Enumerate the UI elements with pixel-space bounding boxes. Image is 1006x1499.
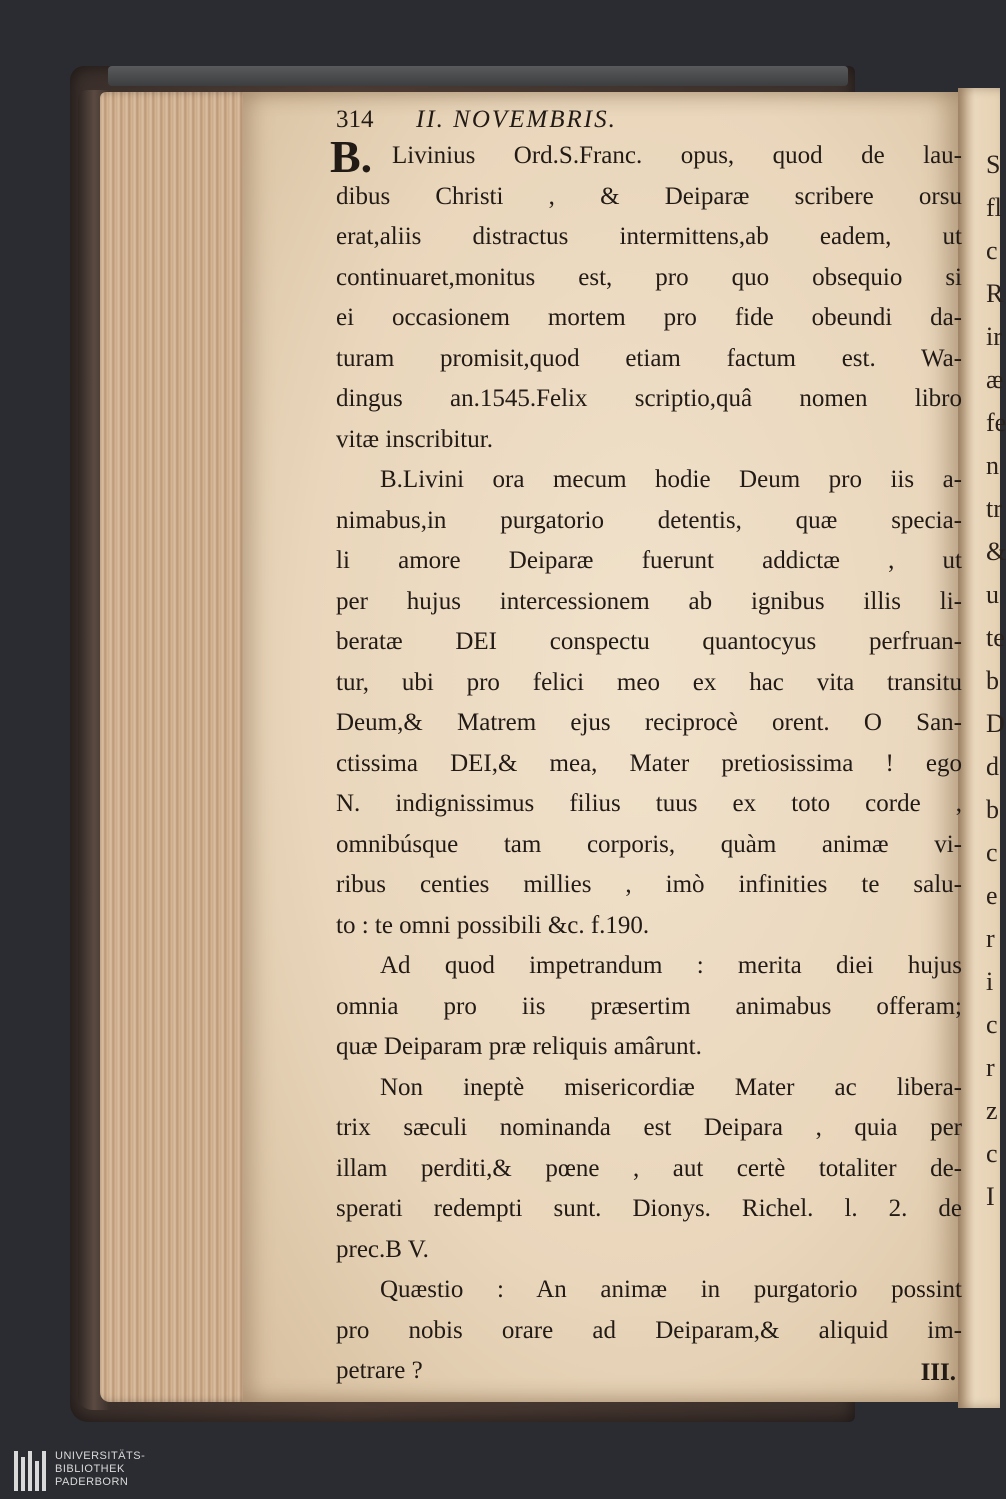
text-line: nimabus,in purgatorio detentis, quæ specia- xyxy=(336,506,962,534)
text-line: ctissima DEI,& mea, Mater pretiosissima ! ego xyxy=(336,749,962,777)
text-line: ei occasionem mortem pro fide obeundi da- xyxy=(336,304,962,331)
next-page-char: c xyxy=(986,1010,998,1039)
text-line: Non ineptè misericordiæ Mater ac libera- xyxy=(380,1073,962,1101)
next-page-char: fe xyxy=(986,408,1006,437)
text-line: petrare ? xyxy=(336,1357,423,1384)
next-page-char: b xyxy=(986,666,999,695)
text-line: li amore Deiparæ fuerunt addictæ , ut xyxy=(336,547,962,574)
text-line: vitæ inscribitur. xyxy=(336,425,493,453)
text-line: illam perditi,& pœne , aut certè totaliter de- xyxy=(336,1154,962,1182)
text-line: N. indignissimus filius tuus ex toto corde , xyxy=(336,790,962,817)
text-line: dingus an.1545.Felix scriptio,quâ nomen libro xyxy=(336,385,962,412)
running-head: II. NOVEMBRIS. xyxy=(416,106,617,133)
text-line: dibus Christi , & Deiparæ scribere orsu xyxy=(336,182,962,210)
initial-letter: B. xyxy=(330,131,373,182)
next-page-char: ir xyxy=(986,322,1002,351)
next-page-sliver xyxy=(958,88,1006,1408)
next-page-char: u xyxy=(986,580,999,609)
next-page-char: R xyxy=(986,279,1004,308)
logo-line-1: UNIVERSITÄTS- xyxy=(55,1450,146,1462)
next-page-char: te xyxy=(986,623,1005,652)
next-page-char: r xyxy=(986,1053,995,1082)
next-page-char: & xyxy=(986,537,1006,566)
cover-top-edge xyxy=(108,66,848,86)
text-line: tur, ubi pro felici meo ex hac vita transitu xyxy=(336,668,962,696)
next-page-char: æ xyxy=(986,365,1004,394)
text-line: omnibúsque tam corporis, quàm animæ vi- xyxy=(336,830,962,858)
text-line: B.Livini ora mecum hodie Deum pro iis a- xyxy=(380,466,962,493)
library-logo-icon xyxy=(12,1449,48,1493)
next-page-char: r xyxy=(986,924,995,953)
next-page-char: D xyxy=(986,709,1005,738)
text-line: erat,aliis distractus intermittens,ab eadem, ut xyxy=(336,223,962,250)
text-line: prec.B V. xyxy=(336,1235,429,1263)
next-page-char: i xyxy=(986,967,994,996)
logo-line-2: BIBLIOTHEK xyxy=(55,1463,125,1475)
text-line: quæ Deiparam præ reliquis amârunt. xyxy=(336,1033,702,1060)
body-text xyxy=(330,131,962,1392)
next-page-char: c xyxy=(986,236,998,265)
text-line: to : te omni possibili &c. f.190. xyxy=(336,911,650,939)
text-line: Ad quod impetrandum : merita diei hujus xyxy=(380,952,962,979)
text-line: sperati redempti sunt. Dionys. Richel. l. 2. de xyxy=(336,1195,962,1222)
next-page-char: I xyxy=(986,1182,995,1211)
next-page-char: c xyxy=(986,838,998,867)
next-page-char: tr xyxy=(986,494,1002,523)
page-text xyxy=(330,100,962,1392)
next-page-char: e xyxy=(986,881,998,910)
library-logo-text xyxy=(55,1450,255,1489)
text-line: trix sæculi nominanda est Deipara , quia per xyxy=(336,1114,962,1141)
next-page-char: d xyxy=(986,752,999,781)
text-line: ribus centies millies , imò infinities te salu- xyxy=(336,871,962,898)
next-page-char: b xyxy=(986,795,999,824)
text-line: turam promisit,quod etiam factum est. Wa- xyxy=(336,344,962,372)
text-line: continuaret,monitus est, pro quo obsequio si xyxy=(336,263,962,291)
page-number: 314 xyxy=(336,106,374,133)
logo-line-3: PADERBORN xyxy=(55,1476,129,1488)
next-page-char: S xyxy=(986,150,1001,179)
text-line: per hujus intercessionem ab ignibus illis li- xyxy=(336,587,962,615)
page-header xyxy=(336,100,962,136)
text-line: Deum,& Matrem ejus reciprocè orent. O San- xyxy=(336,709,962,736)
text-line: beratæ DEI conspectu quantocyus perfruan- xyxy=(336,628,962,655)
text-line: Livinius Ord.S.Franc. opus, quod de lau- xyxy=(392,142,962,169)
next-page-char: z xyxy=(986,1096,998,1125)
text-line: Quæstio : An animæ in purgatorio possint xyxy=(380,1276,962,1303)
catchword: III. xyxy=(920,1359,956,1386)
next-page-char: c xyxy=(986,1139,998,1168)
next-page-char: n xyxy=(986,451,999,480)
text-line: pro nobis orare ad Deiparam,& aliquid im- xyxy=(336,1316,962,1344)
page-edges xyxy=(100,92,250,1402)
next-page-char: fl xyxy=(986,193,1002,222)
text-line: omnia pro iis præsertim animabus offeram; xyxy=(336,992,962,1020)
